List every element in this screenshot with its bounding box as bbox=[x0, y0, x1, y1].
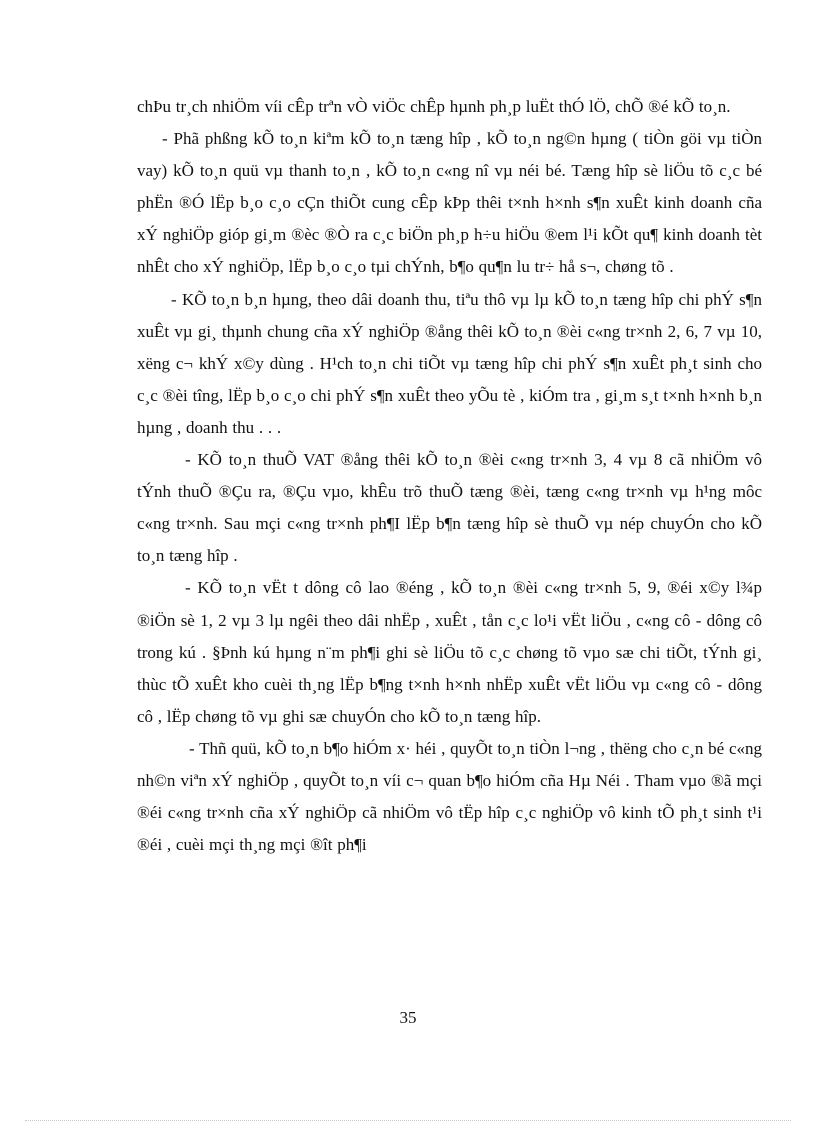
paragraph-2: - Phã phßng kÕ to¸n kiªm kÕ to¸n tæng hîp , kÕ to¸n ng©n hµng ( tiÒn göi vµ tiÒn vay) kÕ to¸n quü vµ thanh to¸n , kÕ to¸n c«ng nî vµ néi bé. Tæng hîp sè liÖu tõ c¸c bé phËn ®Ó lËp b¸o c¸o cÇn thiÕt cung cÊp kÞp thêi t×nh h×nh s¶n xuÊt kinh doanh cña xÝ nghiÖp gióp gi¸m ®èc ®Ò ra c¸c biÖn ph¸p h÷u hiÖu ®em l¹i kÕt qu¶ kinh doanh tèt nhÊt cho xÝ nghiÖp, lËp b¸o c¸o tµi chÝnh, b¶o qu¶n lu tr÷ hå s¬, chøng tõ . bbox=[137, 129, 762, 277]
page-number: 35 bbox=[399, 1008, 417, 1027]
paragraph-5: - KÕ to¸n vËt t dông cô lao ®éng , kÕ to¸n ®èi c«ng tr×nh 5, 9, ®éi x©y l¾p ®iÖn sè 1, 2 vµ 3 lµ ngêi theo dâi nhËp , xuÊt , tån c¸c lo¹i vËt liÖu , c«ng cô - dông cô trong kú . §Þnh kú hµng n¨m ph¶i ghi sè liÖu tõ c¸c chøng tõ vµo sæ chi tiÕt, tÝnh gi¸ thùc tÕ xuÊt kho cuèi th¸ng lËp b¶ng t×nh h×nh nhËp xuÊt vËt liÖu vµ c«ng cô - dông cô , lËp chøng tõ vµ ghi sæ chuyÓn cho kÕ to¸n tæng hîp. bbox=[137, 578, 762, 726]
paragraph-4: - KÕ to¸n thuÕ VAT ®ång thêi kÕ to¸n ®èi c«ng tr×nh 3, 4 vµ 8 cã nhiÖm vô tÝnh thuÕ ®Çu ra, ®Çu vµo, khÊu trõ thuÕ tæng ®èi, tæng c«ng tr×nh vµ h¹ng môc c«ng tr×nh. Sau mçi c«ng tr×nh ph¶I lËp b¶n tæng hîp sè thuÕ vµ nép chuyÓn cho kÕ to¸n tæng hîp . bbox=[137, 450, 762, 566]
paragraph-1: chÞu tr¸ch nhiÖm víi cÊp trªn vÒ viÖc chÊp hµnh ph¸p luËt thÓ lÖ, chÕ ®é kÕ to¸n. bbox=[137, 97, 731, 116]
paragraph-3: - KÕ to¸n b¸n hµng, theo dâi doanh thu, tiªu thô vµ lµ kÕ to¸n tæng hîp chi phÝ s¶n xuÊt vµ gi¸ thµnh chung cña xÝ nghiÖp ®ång thêi kÕ to¸n ®èi c«ng tr×nh 2, 6, 7 vµ 10, xëng c¬ khÝ x©y dùng . H¹ch to¸n chi tiÕt vµ tæng hîp chi phÝ s¶n xuÊt ph¸t sinh cho c¸c ®èi tîng, lËp b¸o c¸o chi phÝ s¶n xuÊt theo yÕu tè , kiÓm tra , gi¸m s¸t t×nh h×nh b¸n hµng , doanh thu . . . bbox=[137, 289, 762, 437]
page-bottom-divider bbox=[25, 1120, 791, 1121]
paragraph-6: - Thñ quü, kÕ to¸n b¶o hiÓm x· héi , quyÕt to¸n tiÒn l¬ng , thëng cho c¸n bé c«ng nh©n viªn xÝ nghiÖp , quyÕt to¸n víi c¬ quan b¶o hiÓm cña Hµ Néi . Tham vµo ®ã mçi ®éi c«ng tr×nh cña xÝ nghiÖp cã nhiÖm vô tËp hîp c¸c nghiÖp vô kinh tÕ ph¸t sinh t¹i ®éi , cuèi mçi th¸ng mçi ®ît ph¶i bbox=[137, 738, 762, 855]
body-text bbox=[137, 91, 762, 861]
